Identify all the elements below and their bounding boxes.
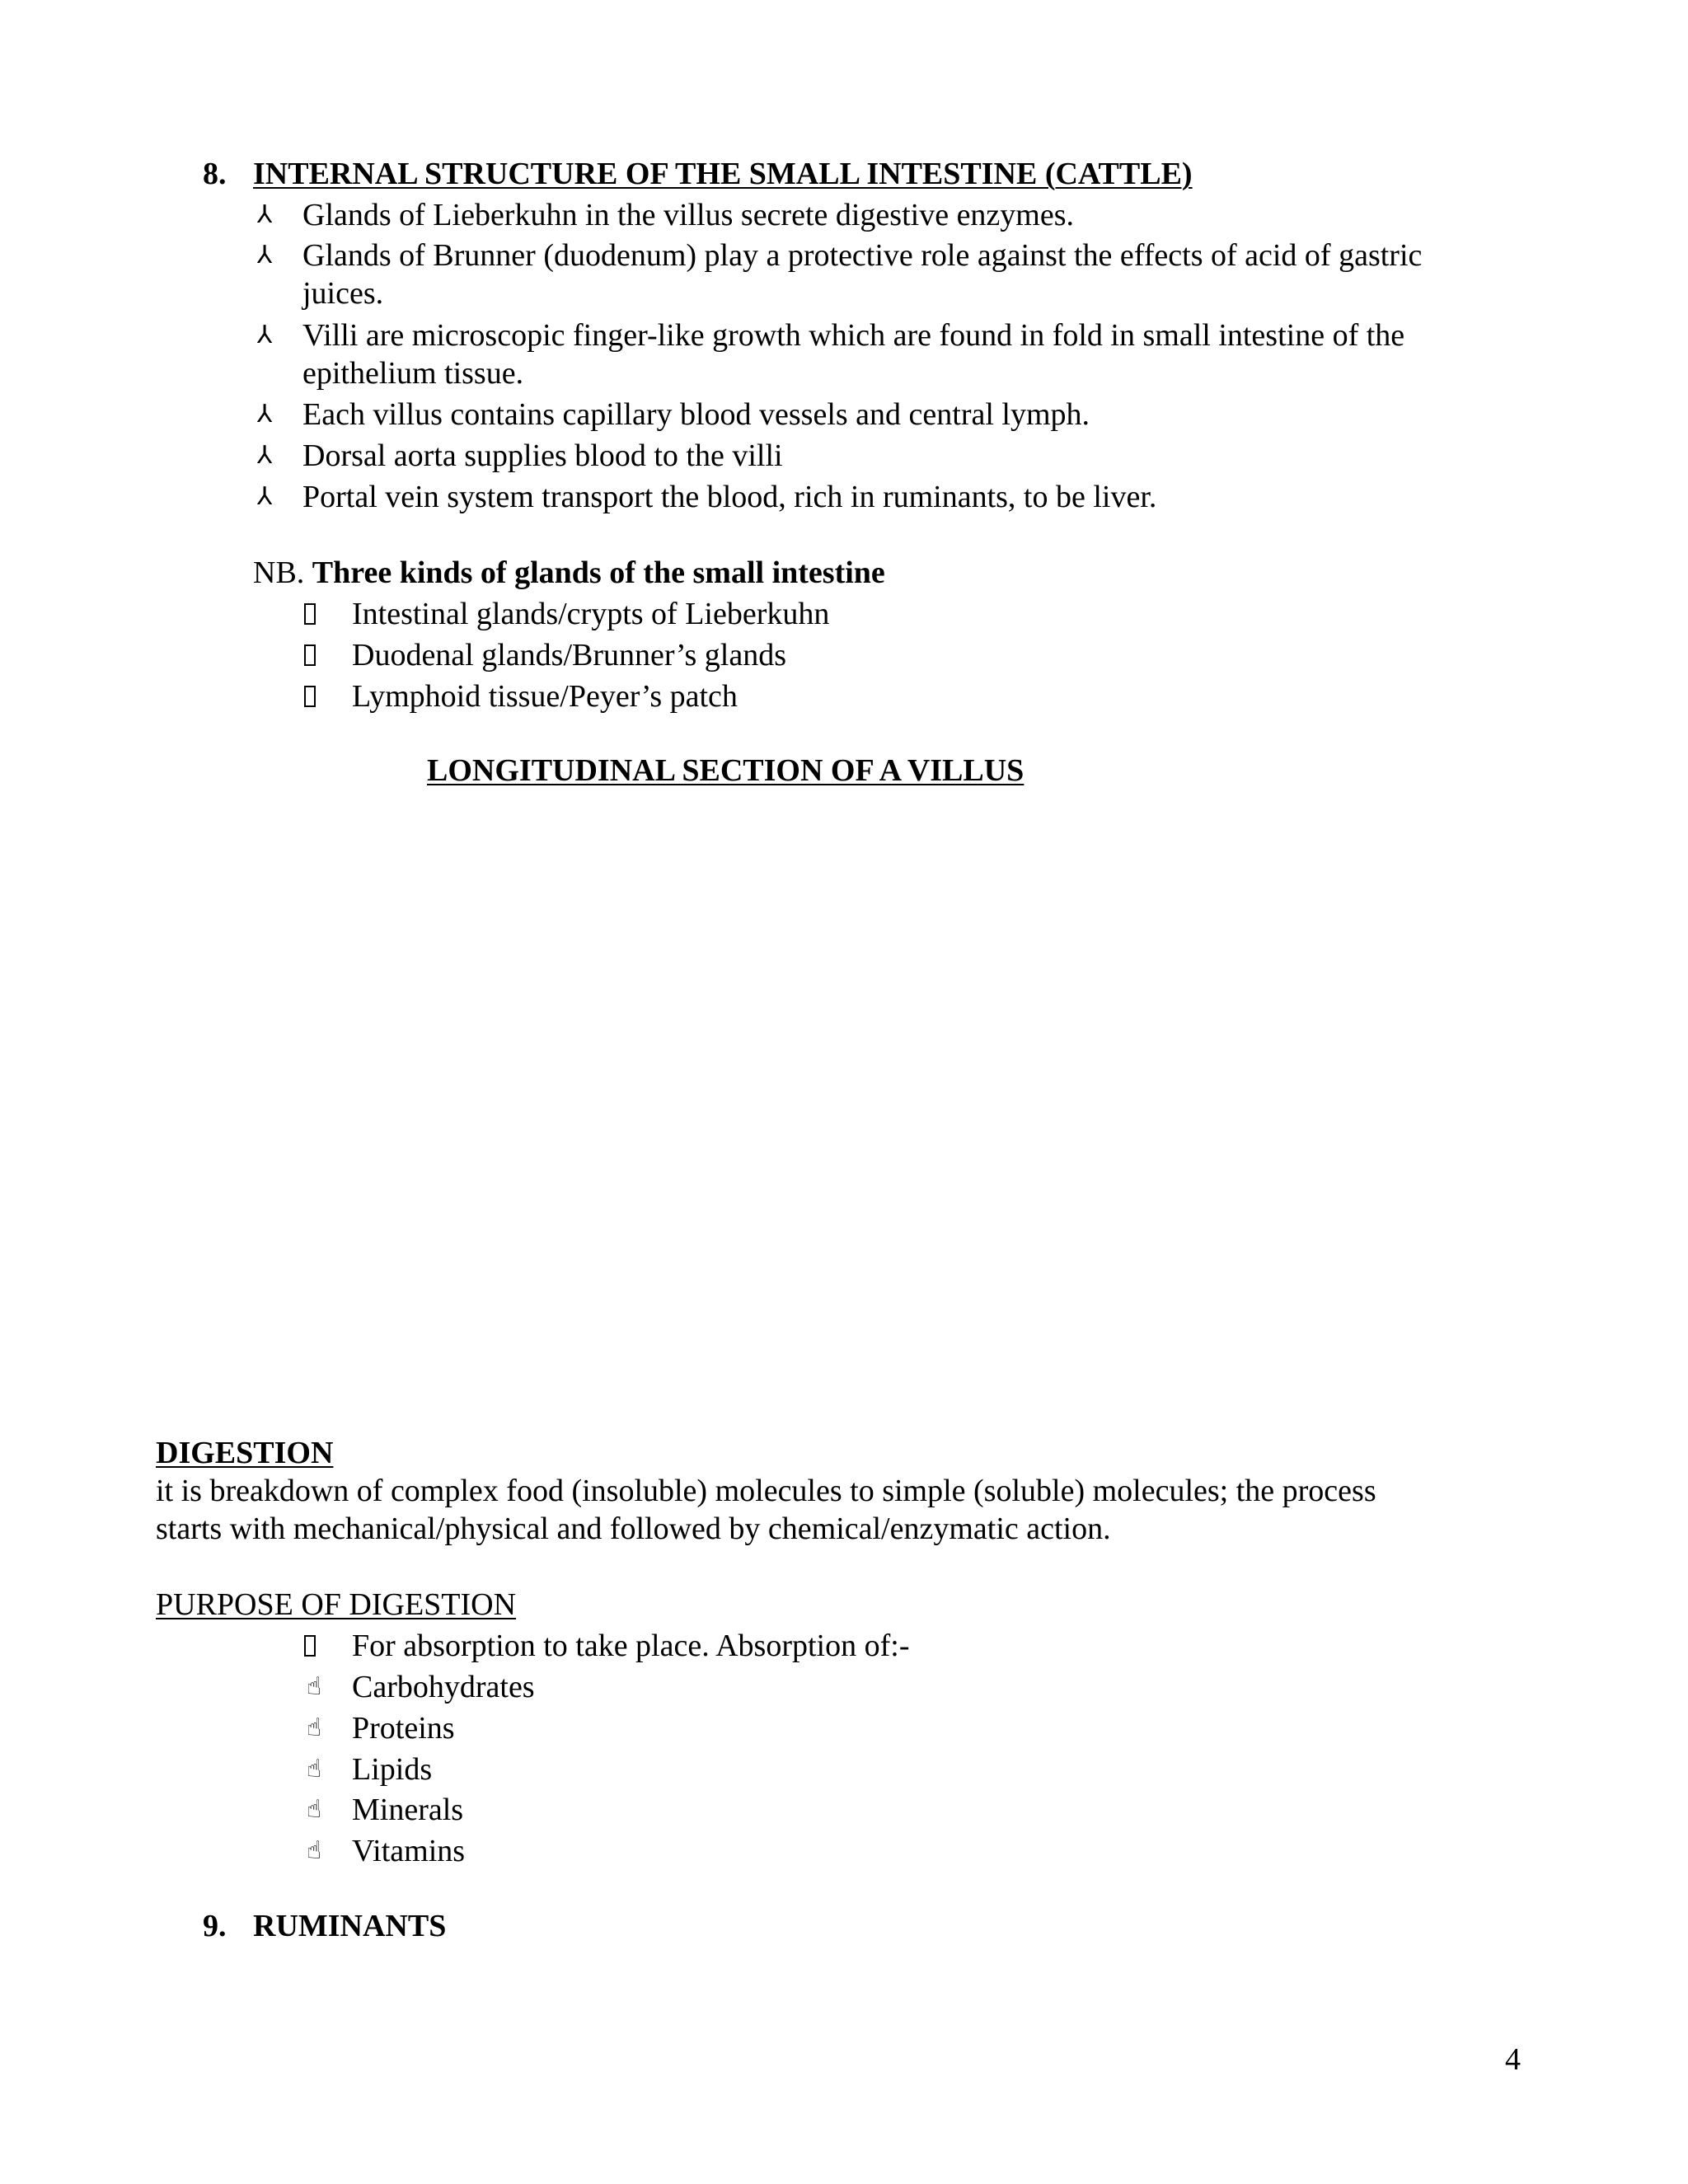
pointing-hand-icon: ☝ <box>307 1713 322 1742</box>
pointing-hand-icon: ☝ <box>307 1672 322 1701</box>
arrow-bullet-icon: ⅄ <box>257 241 273 269</box>
digestion-title: DIGESTION <box>156 1436 334 1470</box>
digestion-text-line-1: it is breakdown of complex food (insoluble) molecules to simple (soluble) molecules; the process <box>156 1474 1376 1508</box>
section-8-title: INTERNAL STRUCTURE OF THE SMALL INTESTINE (CATTLE) <box>253 157 1193 191</box>
section-9-number: 9. <box>203 1909 227 1943</box>
pointing-hand-icon: ☝ <box>307 1795 322 1824</box>
arrow-bullet-icon: ⅄ <box>257 482 273 511</box>
figure-title: LONGITUDINAL SECTION OF A VILLUS <box>427 753 1025 788</box>
purpose-title: PURPOSE OF DIGESTION <box>156 1587 517 1622</box>
page-number: 4 <box>1505 2042 1521 2077</box>
nb-prefix: NB. <box>253 555 305 590</box>
list-item-continuation: juices. <box>302 276 384 311</box>
list-item: Duodenal glands/Brunner’s glands <box>352 638 786 673</box>
section-9-title: RUMINANTS <box>253 1909 447 1943</box>
list-item: Glands of Lieberkuhn in the villus secrete digestive enzymes. <box>302 198 1075 232</box>
box-bullet-icon <box>304 603 316 625</box>
arrow-bullet-icon: ⅄ <box>257 441 273 470</box>
list-item: Minerals <box>352 1793 464 1827</box>
list-item: Carbohydrates <box>352 1670 535 1704</box>
figure-placeholder <box>157 799 1525 1409</box>
arrow-bullet-icon: ⅄ <box>257 200 273 229</box>
pointing-hand-icon: ☝ <box>307 1755 322 1783</box>
list-item: Lipids <box>352 1752 433 1787</box>
pointing-hand-icon: ☝ <box>307 1836 322 1865</box>
box-bullet-icon <box>304 1635 316 1657</box>
list-item-continuation: epithelium tissue. <box>302 356 524 391</box>
list-item: Lymphoid tissue/Peyer’s patch <box>352 679 738 714</box>
digestion-text-line-2: starts with mechanical/physical and followed by chemical/enzymatic action. <box>156 1511 1111 1546</box>
arrow-bullet-icon: ⅄ <box>257 400 273 429</box>
nb-heading <box>253 554 885 592</box>
box-bullet-icon <box>304 644 316 666</box>
list-item: Each villus contains capillary blood vessels and central lymph. <box>302 397 1090 432</box>
section-8-number: 8. <box>203 157 227 191</box>
list-item: Glands of Brunner (duodenum) play a protective role against the effects of acid of gastric <box>302 238 1423 273</box>
list-item: Intestinal glands/crypts of Lieberkuhn <box>352 597 830 631</box>
box-bullet-icon <box>304 686 316 707</box>
nb-title: Three kinds of glands of the small intestine <box>312 555 885 590</box>
list-item: Proteins <box>352 1711 455 1746</box>
arrow-bullet-icon: ⅄ <box>257 321 273 349</box>
list-item: Dorsal aorta supplies blood to the villi <box>302 438 783 473</box>
list-item: Portal vein system transport the blood, rich in ruminants, to be liver. <box>302 480 1157 514</box>
list-item: For absorption to take place. Absorption of:- <box>352 1629 910 1663</box>
list-item: Villi are microscopic finger-like growth which are found in fold in small intestine of the <box>302 318 1405 353</box>
list-item: Vitamins <box>352 1834 466 1868</box>
